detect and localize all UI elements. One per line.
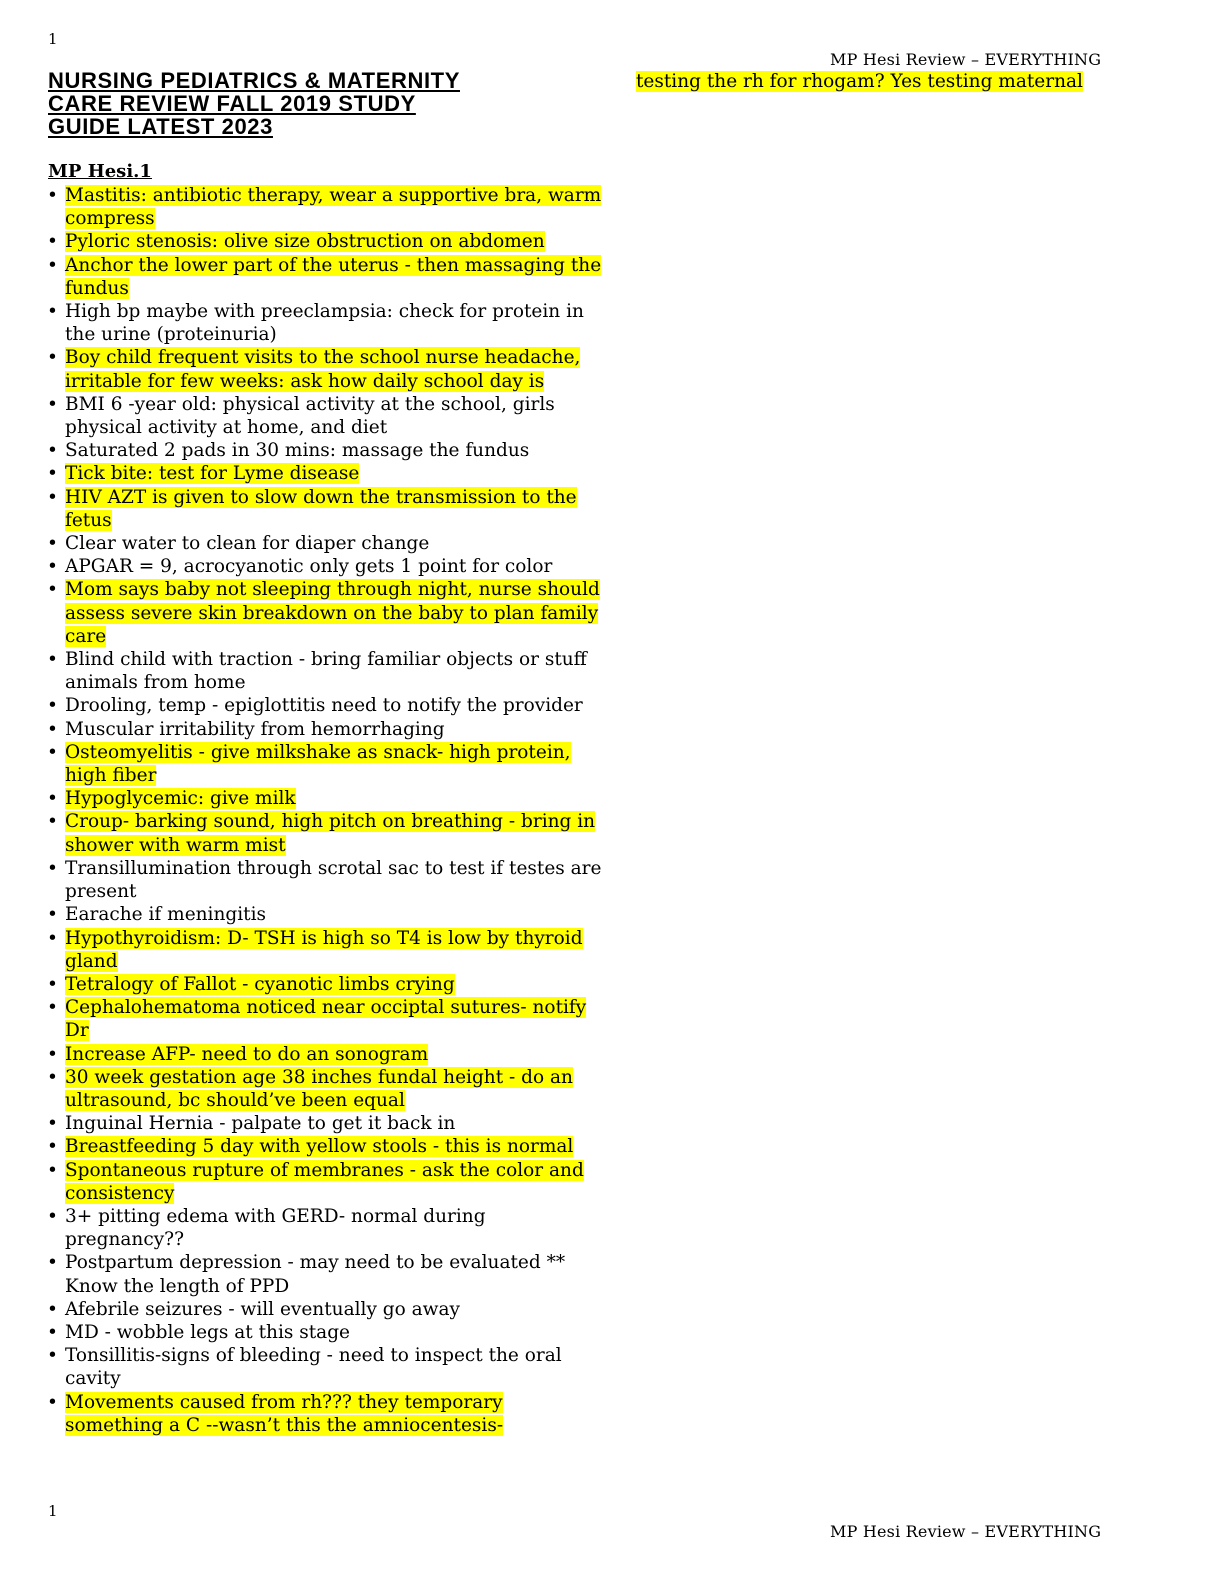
- list-item: [46, 578, 606, 648]
- list-item: [46, 927, 606, 973]
- list-item: [46, 741, 606, 787]
- list-item: [46, 1159, 606, 1205]
- document-title: [48, 69, 588, 138]
- list-item-text: 3+ pitting edema with GERD- normal during pregnancy??: [65, 1205, 486, 1251]
- list-item-text: Transillumination through scrotal sac to test if testes are present: [65, 857, 602, 903]
- list-item-text: Saturated 2 pads in 30 mins: massage the fundus: [65, 440, 530, 462]
- list-item-text: 30 week gestation age 38 inches fundal height - do an ultrasound, bc should’ve been equal: [65, 1066, 573, 1111]
- list-item: [46, 462, 606, 485]
- list-item: [46, 903, 606, 926]
- section-heading: MP Hesi.1: [48, 161, 152, 182]
- notes-bullet-list: [46, 184, 606, 1437]
- list-item-text: Spontaneous rupture of membranes - ask the color and consistency: [65, 1159, 584, 1204]
- list-item-text: Anchor the lower part of the uterus - then massaging the fundus: [65, 254, 602, 299]
- list-item: [46, 1298, 606, 1321]
- list-item-text: Pyloric stenosis: olive size obstruction on abdomen: [65, 231, 545, 253]
- list-item-text: Drooling, temp - epiglottitis need to notify the provider: [65, 695, 583, 717]
- list-item-text: Tick bite: test for Lyme disease: [65, 463, 360, 485]
- page-number-top: 1: [48, 30, 58, 48]
- list-item: [46, 1205, 606, 1251]
- list-item: [46, 1321, 606, 1344]
- list-item-text: Mom says baby not sleeping through night, nurse should assess severe skin breakdown on the baby to plan family care: [65, 579, 600, 647]
- title-line-2: CARE REVIEW FALL 2019 STUDY: [48, 91, 416, 116]
- list-item: [46, 346, 606, 392]
- list-item: [46, 1344, 606, 1390]
- list-item-text: Hypoglycemic: give milk: [65, 788, 296, 810]
- list-item-text: Mastitis: antibiotic therapy, wear a supportive bra, warm compress: [65, 185, 602, 230]
- list-item-text: BMI 6 -year old: physical activity at the school, girls physical activity at home, and diet: [65, 393, 555, 439]
- list-item: [46, 1066, 606, 1112]
- list-item: [46, 718, 606, 741]
- list-item-text: Inguinal Hernia - palpate to get it back in: [65, 1113, 456, 1135]
- list-item: [46, 1043, 606, 1066]
- running-header: MP Hesi Review – EVERYTHING: [830, 50, 1102, 69]
- list-item: [46, 230, 606, 253]
- list-item: [46, 254, 606, 300]
- list-item-text: Breastfeeding 5 day with yellow stools - this is normal: [65, 1136, 574, 1158]
- list-item: [46, 439, 606, 462]
- list-item: [46, 648, 606, 694]
- title-line-3: GUIDE LATEST 2023: [48, 114, 273, 139]
- list-item: [46, 973, 606, 996]
- list-item-text: Muscular irritability from hemorrhaging: [65, 718, 445, 740]
- list-item-text: Croup- barking sound, high pitch on breathing - bring in shower with warm mist: [65, 811, 596, 856]
- list-item-text: Tetralogy of Fallot - cyanotic limbs crying: [65, 973, 455, 995]
- list-item: [46, 555, 606, 578]
- list-item-text: High bp maybe with preeclampsia: check for protein in the urine (proteinuria): [65, 301, 584, 346]
- list-item: [46, 694, 606, 717]
- list-item: [46, 857, 606, 903]
- list-item: [46, 1135, 606, 1158]
- list-item: [46, 1251, 606, 1297]
- list-item-text: Boy child frequent visits to the school nurse headache, irritable for few weeks: ask how daily school day is: [65, 347, 581, 392]
- list-item-text: Movements caused from rh??? they temporary something a C --wasn’t this the amniocentesis-: [65, 1391, 504, 1436]
- page-number-bottom: 1: [48, 1502, 58, 1520]
- list-item: [46, 486, 606, 532]
- list-item: [46, 1391, 606, 1437]
- right-column-text: testing the rh for rhogam? Yes testing maternal: [636, 71, 1083, 92]
- list-item: [46, 810, 606, 856]
- list-item-text: MD - wobble legs at this stage: [65, 1321, 351, 1343]
- list-item: [46, 1112, 606, 1135]
- list-item-text: Blind child with traction - bring familiar objects or stuff animals from home: [65, 649, 587, 694]
- list-item-text: Hypothyroidism: D- TSH is high so T4 is low by thyroid gland: [65, 927, 583, 972]
- running-footer: MP Hesi Review – EVERYTHING: [830, 1522, 1102, 1541]
- list-item-text: Earache if meningitis: [65, 904, 266, 926]
- list-item: [46, 787, 606, 810]
- list-item: [46, 393, 606, 439]
- title-line-1: NURSING PEDIATRICS & MATERNITY: [48, 68, 460, 93]
- list-item-text: Postpartum depression - may need to be evaluated ** Know the length of PPD: [65, 1252, 566, 1297]
- list-item-text: Osteomyelitis - give milkshake as snack- high protein, high fiber: [65, 741, 571, 787]
- list-item-text: Increase AFP- need to do an sonogram: [65, 1043, 429, 1065]
- list-item-text: Cephalohematoma noticed near occiptal sutures- notify Dr: [65, 997, 587, 1042]
- list-item-text: Tonsillitis-signs of bleeding - need to inspect the oral cavity: [65, 1345, 562, 1390]
- list-item-text: Clear water to clean for diaper change: [65, 533, 430, 555]
- list-item: [46, 300, 606, 346]
- list-item-text: HIV AZT is given to slow down the transmission to the fetus: [65, 486, 577, 531]
- list-item-text: Afebrile seizures - will eventually go away: [65, 1298, 460, 1320]
- list-item: [46, 996, 606, 1042]
- list-item-text: APGAR = 9, acrocyanotic only gets 1 point for color: [65, 556, 553, 578]
- list-item: [46, 184, 606, 230]
- list-item: [46, 532, 606, 555]
